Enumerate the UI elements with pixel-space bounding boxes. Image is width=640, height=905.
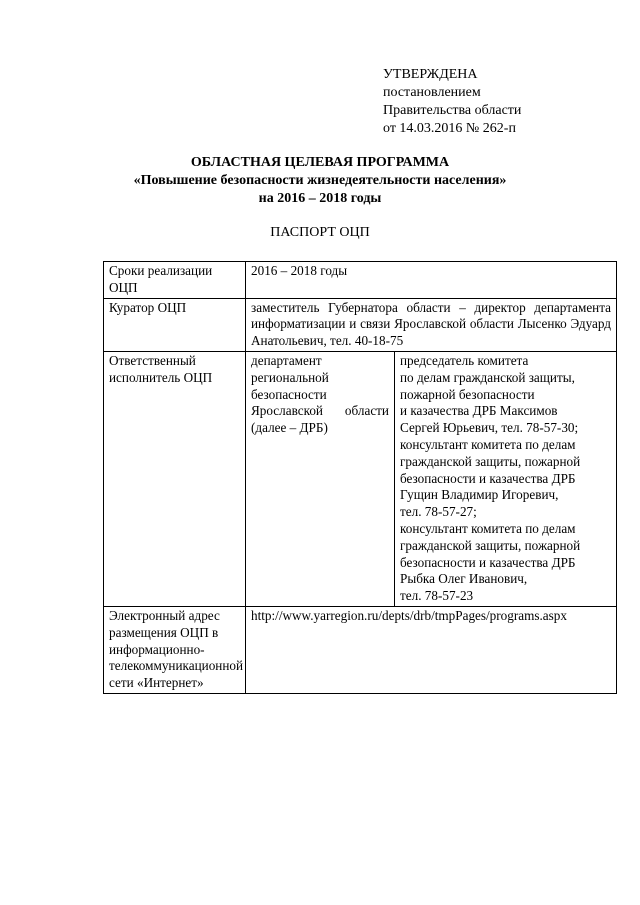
person-line: председатель комитета [400, 352, 529, 368]
row-label-web-address: Электронный адрес размещения ОЦП в информационно-телекоммуникационной сети «Интернет» [104, 606, 246, 693]
program-title [0, 154, 640, 208]
table-row [104, 351, 617, 606]
row-value-terms: 2016 – 2018 годы [246, 262, 617, 299]
title-line-1: ОБЛАСТНАЯ ЦЕЛЕВАЯ ПРОГРАММА [190, 155, 450, 170]
person-line: пожарной безопасности [400, 386, 535, 402]
person-line: и казачества ДРБ Максимов [400, 403, 558, 419]
person-line: гражданской защиты, пожарной [400, 453, 581, 469]
person-line: тел. 78-57-27; [400, 504, 477, 520]
person-line: Гущин Владимир Игоревич, [400, 487, 559, 503]
row-label-terms: Сроки реализации ОЦП [104, 262, 246, 299]
person-line: консультант комитета по делам [400, 436, 576, 452]
approval-stamp [383, 66, 521, 138]
person-line: гражданской защиты, пожарной [400, 537, 581, 553]
passport-table [103, 261, 617, 694]
row-label-executor: Ответственный исполнитель ОЦП [104, 351, 246, 606]
person-line: Рыбка Олег Иванович, [400, 571, 528, 587]
approval-line-4: от 14.03.2016 № 262-п [383, 121, 516, 136]
approval-line-2: постановлением [383, 85, 481, 100]
row-value-department: департамент региональной безопасности Ярославской области (далее – ДРБ) [246, 351, 395, 606]
row-value-persons [395, 351, 617, 606]
title-line-2: «Повышение безопасности жизнедеятельности населения» [133, 173, 507, 188]
table-row [104, 262, 617, 299]
table-row [104, 298, 617, 351]
approval-line-1: УТВЕРЖДЕНА [383, 67, 478, 82]
row-label-curator: Куратор ОЦП [104, 298, 246, 351]
title-line-3: на 2016 – 2018 годы [258, 191, 382, 206]
person-line: по делам гражданской защиты, [400, 369, 575, 385]
approval-line-3: Правительства области [383, 103, 522, 118]
passport-heading: ПАСПОРТ ОЦП [270, 225, 370, 240]
person-line: тел. 78-57-23 [400, 588, 474, 604]
person-line: Сергей Юрьевич, тел. 78-57-30; [400, 420, 579, 436]
row-value-curator: заместитель Губернатора области – директор департамента информатизации и связи Ярославской области Лысенко Эдуард Анатольевич, тел. 40-18-75 [246, 298, 617, 351]
table-row [104, 606, 617, 693]
person-line: безопасности и казачества ДРБ [400, 554, 576, 570]
person-line: безопасности и казачества ДРБ [400, 470, 576, 486]
person-line: консультант комитета по делам [400, 520, 576, 536]
row-value-web-address: http://www.yarregion.ru/depts/drb/tmpPages/programs.aspx [246, 606, 617, 693]
